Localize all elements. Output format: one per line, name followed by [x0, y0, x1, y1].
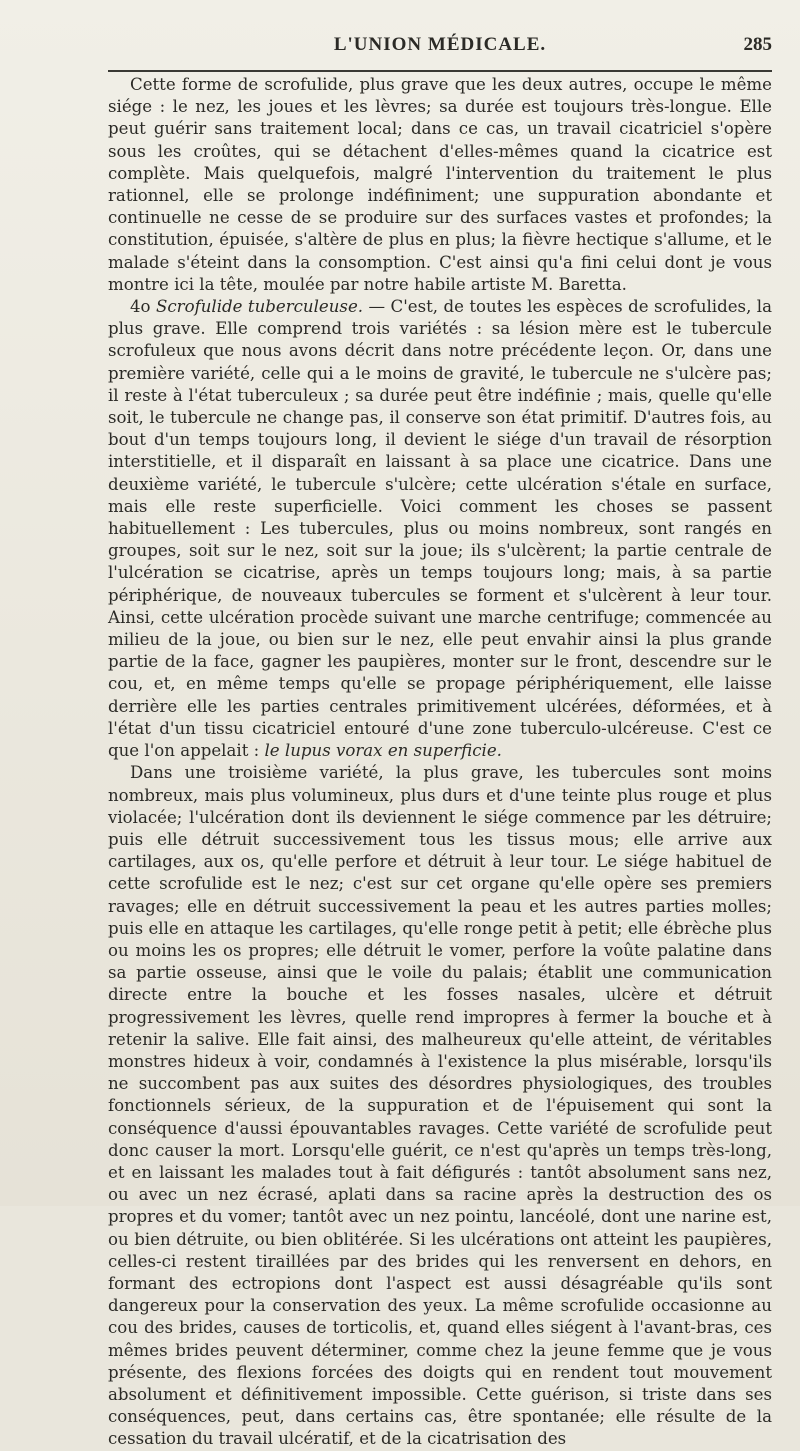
- header-rule: [108, 70, 772, 72]
- article-body: [108, 74, 772, 1451]
- paragraph-scrofulide-tuberculeuse: [108, 296, 772, 762]
- latin-term: le lupus vorax en superficie.: [264, 741, 502, 761]
- paragraph-troisieme-variete: Dans une troisième variété, la plus grave, les tubercules sont moins nombreux, mais plus volumineux, plus durs et d'une teinte plus rouge et plus violacée; l'ulcération dont ils deviennent le siége commence par les détruire; puis elle détruit successivement tous les tissus mous; elle arrive aux cartilages, aux os, qu'elle perfore et détruit à leur tour. Le siége habituel de cette scrofulide est le nez; c'est sur cet organe qu'elle opère ses premiers ravages; elle en détruit successivement la peau et les autres parties molles; puis elle en attaque les cartilages, qu'elle ronge petit à petit; elle ébrèche plus ou moins les os propres; elle détruit le vomer, perfore la voûte palatine dans sa partie osseuse, ainsi que le voile du palais; établit une communication directe entre la bouche et les fosses nasales, ulcère et détruit progressivement les lèvres, quelle rend impropres à fermer la bouche et à retenir la salive. Elle fait ainsi, des malheureux qu'elle atteint, de véritables monstres hideux à voir, condamnés à l'existence la plus misérable, lorsqu'ils ne succombent pas aux suites des désordres physiologiques, des troubles fonctionnels sérieux, de la suppuration et de l'épuisement qui sont la conséquence d'aussi épouvantables ravages. Cette variété de scrofulide peut donc causer la mort. Lorsqu'elle guérit, ce n'est qu'après un temps très-long, et en laissant les malades tout à fait défigurés : tantôt absolument sans nez, ou avec un nez écrasé, aplati dans sa racine après la destruction des os propres et du vomer; tantôt avec un nez pointu, lancéolé, dont une narine est, ou bien détruite, ou bien oblitérée. Si les ulcérations ont atteint les paupières, celles-ci restent tiraillées par des brides qui les renversent en dehors, en formant des ectropions dont l'aspect est aussi désagréable qu'ils sont dangereux pour la conservation des yeux. La même scrofulide occasionne au cou des brides, causes de torticolis, et, quand elles siégent à l'avant-bras, ces mêmes brides peuvent déterminer, comme chez la jeune femme que je vous présente, des flexions forcées des doigts qui en rendent tout mouvement absolument et définitivement impossible. Cette guérison, si triste dans ses conséquences, peut, dans certains cas, être spontanée; elle résulte de la cessation du travail ulcératif, et de la cicatrisation des: [108, 763, 772, 1449]
- section-number: 4o: [130, 297, 151, 317]
- section-heading: Scrofulide tuberculeuse.: [156, 297, 364, 317]
- paragraph-scrofulide-grave: Cette forme de scrofulide, plus grave que les deux autres, occupe le même siége : le nez, les joues et les lèvres; sa durée est toujours très-longue. Elle peut guérir sans traitement local; dans ce cas, un travail cicatriciel s'opère sous les croûtes, qui se détachent d'elles-mêmes quand la cicatrice est complète. Mais quelquefois, malgré l'intervention du traitement le plus rationnel, elle se prolonge indéfiniment; une suppuration abondante et continuelle ne cesse de se produire sur des surfaces vastes et profondes; la constitution, épuisée, s'altère de plus en plus; la fièvre hectique s'allume, et le malade s'éteint dans la consomption. C'est ainsi qu'a fini celui dont je vous montre ici la tête, moulée par notre habile artiste M. Baretta.: [108, 75, 772, 294]
- section-text: — C'est, de toutes les espèces de scrofulides, la plus grave. Elle comprend trois variétés : sa lésion mère est le tubercule scrofuleux que nous avons décrit dans notre précédente leçon. Or, dans une première variété, celle qui a le moins de gravité, le tubercule ne s'ulcère pas; il reste à l'état tuberculeux ; sa durée peut être indéfinie ; mais, quelle qu'elle soit, le tubercule ne change pas, il conserve son état primitif. D'autres fois, au bout d'un temps toujours long, il devient le siége d'un travail de résorption interstitielle, et il disparaît en laissant à sa place une cicatrice. Dans une deuxième variété, le tubercule s'ulcère; cette ulcération s'étale en surface, mais elle reste superficielle. Voici comment les choses se passent habituellement : Les tubercules, plus ou moins nombreux, sont rangés en groupes, soit sur le nez, soit sur la joue; ils s'ulcèrent; la partie centrale de l'ulcération se cicatrise, après un temps toujours long; mais, à sa partie périphérique, de nouveaux tubercules se forment et s'ulcèrent à leur tour. Ainsi, cette ulcération procède suivant une marche centrifuge; commencée au milieu de la joue, ou bien sur le nez, elle peut envahir ainsi la plus grande partie de la face, gagner les paupières, monter sur le front, descendre sur le cou, et, en même temps qu'elle se propage périphériquement, elle laisse derrière elle les parties centrales primitivement ulcérées, déformées, et à l'état d'un tissu cicatriciel entouré d'une zone tuberculo-ulcéreuse. C'est ce que l'on appelait :: [108, 297, 772, 761]
- page-number: 285: [743, 34, 772, 55]
- page-header: [108, 34, 772, 62]
- running-title: L'UNION MÉDICALE.: [333, 34, 547, 55]
